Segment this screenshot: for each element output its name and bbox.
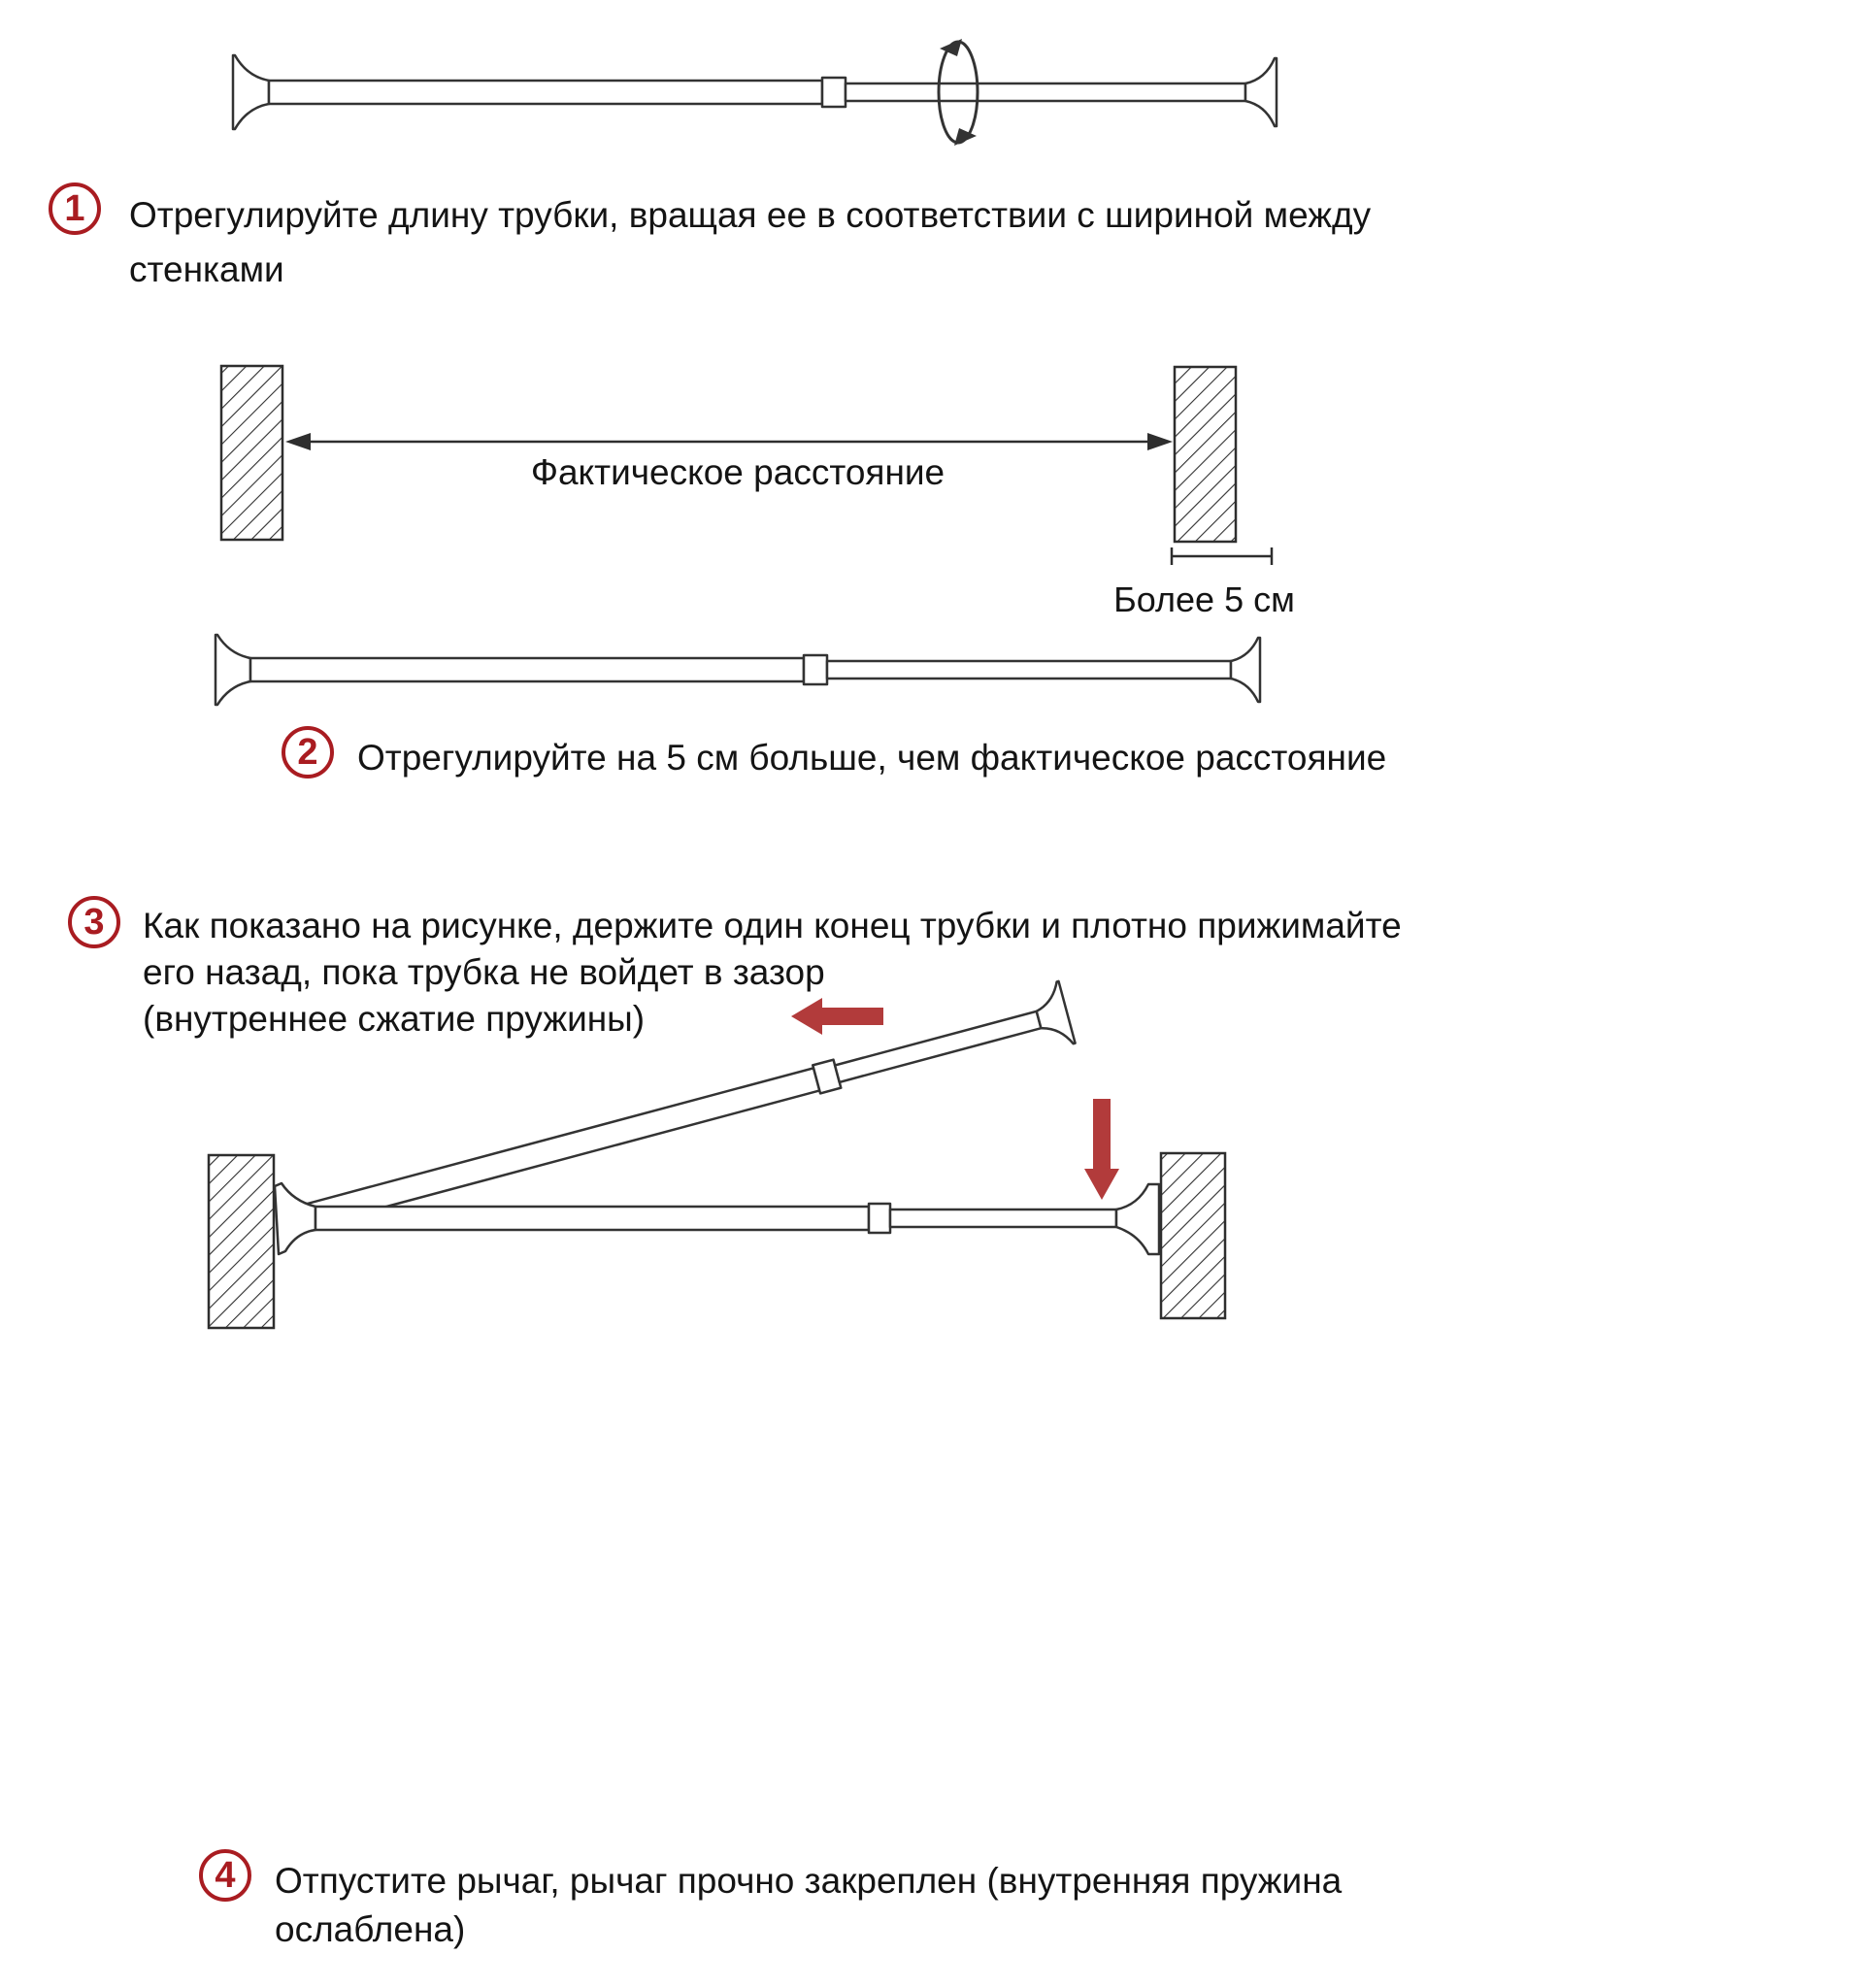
rod-thick-tube	[269, 81, 822, 104]
step-3-line-3: (внутреннее сжатие пружины)	[143, 999, 646, 1039]
margin-label: Более 5 см	[1113, 580, 1295, 619]
step-4-line-1: Отпустите рычаг, рычаг прочно закреплен (внутренняя пружина	[275, 1861, 1343, 1901]
rod-right-cap	[1116, 1184, 1159, 1254]
rod-collar	[804, 655, 827, 684]
wall-right	[1175, 367, 1236, 542]
step-2-text	[357, 734, 1386, 782]
rod-thick-tube	[315, 1207, 869, 1230]
rod-thin-tube	[827, 661, 1231, 679]
rod-left-cap	[216, 635, 250, 705]
press-down-arrow-icon	[1084, 1099, 1119, 1200]
step-1-line-1: Отрегулируйте длину трубки, вращая ее в соответствии с шириной между	[129, 195, 1372, 235]
step-3-line-1: Как показано на рисунке, держите один конец трубки и плотно прижимайте	[143, 906, 1402, 945]
rod-diagram-middle	[204, 626, 1281, 723]
rod-right-cap	[1245, 58, 1277, 126]
step-3-marker	[68, 896, 120, 948]
rod-thin-tube	[890, 1209, 1116, 1227]
installation-diagram	[189, 971, 1277, 1359]
wall-right	[1161, 1153, 1225, 1318]
step-1-marker	[49, 182, 101, 235]
step-4-marker	[199, 1849, 251, 1902]
rod-diagram-top	[218, 39, 1296, 160]
rod-thin-tube	[846, 83, 1245, 101]
step-4-text	[275, 1857, 1342, 1954]
wall-left	[221, 366, 282, 540]
rod-collar	[822, 78, 846, 107]
rod-collar	[869, 1204, 890, 1233]
distance-arrow	[285, 433, 1173, 450]
step-3-number: 3	[83, 901, 105, 943]
step-2-marker	[282, 726, 334, 779]
rod-left-cap	[275, 1183, 315, 1254]
actual-distance-label: Фактическое расстояние	[530, 452, 946, 492]
rod-left-cap	[233, 55, 269, 129]
step-2-line-1: Отрегулируйте на 5 см больше, чем фактическое расстояние	[357, 738, 1387, 778]
step-4-line-2: ослаблена)	[275, 1909, 466, 1949]
step-1-text	[129, 188, 1371, 297]
step-1-number: 1	[64, 187, 85, 229]
step-3-line-2: его назад, пока трубка не войдет в зазор	[143, 952, 825, 992]
step-2-number: 2	[297, 731, 318, 773]
step-4-number: 4	[215, 1854, 236, 1896]
rod-right-cap	[1231, 638, 1260, 702]
wall-left	[209, 1155, 274, 1328]
margin-ruler	[1172, 547, 1272, 565]
step-1-line-2: стенками	[129, 249, 284, 289]
rod-thick-tube	[250, 658, 804, 681]
press-left-arrow-icon	[791, 998, 883, 1035]
